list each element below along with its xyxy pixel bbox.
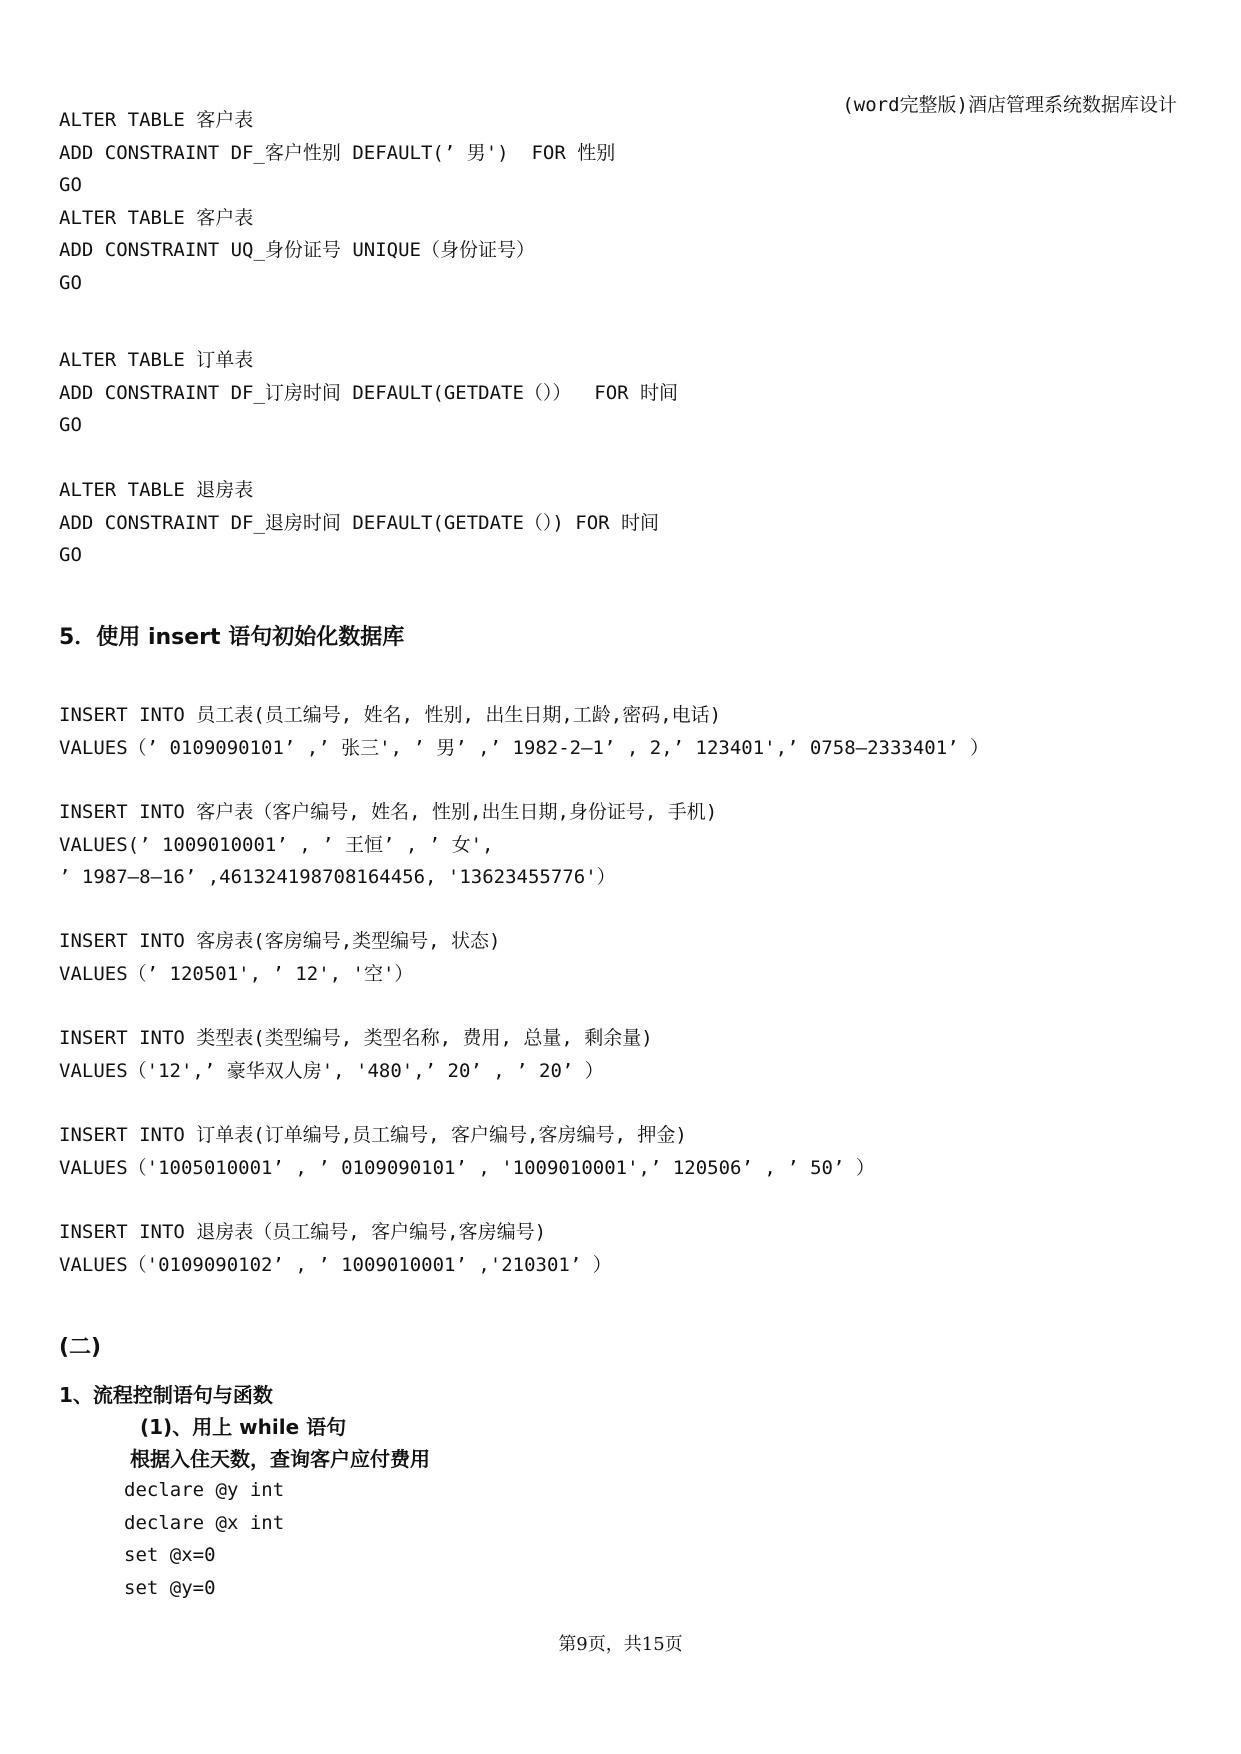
code-line: declare @x int <box>124 1511 285 1534</box>
code-line: VALUES（’ 120501', ’ 12', '空'） <box>59 962 414 985</box>
code-line: GO <box>59 544 82 566</box>
code-line: INSERT INTO 退房表（员工编号, 客户编号,客房编号) <box>59 1221 547 1243</box>
page-header-title: (word完整版)酒店管理系统数据库设计 <box>842 94 1177 116</box>
code-line: ALTER TABLE 退房表 <box>59 479 254 501</box>
constraint-code-block-3 <box>59 474 659 572</box>
code-line: ALTER TABLE 客户表 <box>59 206 254 229</box>
code-line: VALUES（'12',’ 豪华双人房', '480',’ 20’ , ’ 20’ ） <box>59 1059 604 1082</box>
constraint-code-block-1 <box>59 104 615 299</box>
code-line: GO <box>59 174 82 196</box>
code-line: GO <box>59 414 82 436</box>
code-line: VALUES（'1005010001’ , ’ 0109090101’ , '1009010001',’ 120506’ , ’ 50’ ） <box>59 1156 875 1179</box>
insert-order-block <box>59 1119 875 1184</box>
insert-room-block <box>59 925 500 990</box>
code-line: ADD CONSTRAINT DF_客户性别 DEFAULT(’ 男') FOR 性别 <box>59 141 616 164</box>
code-line: set @x=0 <box>124 1544 216 1566</box>
page-footer-number: 第9页，共15页 <box>558 1634 683 1655</box>
insert-checkout-block <box>59 1216 612 1281</box>
code-line: VALUES（’ 0109090101’ ,’ 张三', ’ 男’ ,’ 1982-2—1’ , 2,’ 123401',’ 0758—2333401’ ） <box>59 736 990 759</box>
code-line: set @y=0 <box>124 1576 216 1599</box>
while-statement-subheading: (1)、用上 while 语句 <box>140 1415 347 1439</box>
code-line: ADD CONSTRAINT DF_退房时间 DEFAULT(GETDATE（）) FOR 时间 <box>59 511 660 534</box>
code-line: ’ 1987—8—16’ ,461324198708164456, '13623455776'） <box>59 866 616 888</box>
query-fee-subheading: 根据入住天数，查询客户应付费用 <box>130 1447 430 1471</box>
code-line: declare @y int <box>124 1479 285 1501</box>
insert-type-block <box>59 1022 653 1087</box>
code-line: VALUES(’ 1009010001’ , ’ 王恒’ , ’ 女', <box>59 833 494 856</box>
code-line: VALUES（'0109090102’ , ’ 1009010001’ ,'210301’ ） <box>59 1253 612 1276</box>
code-line: ALTER TABLE 订单表 <box>59 349 254 371</box>
code-line: ADD CONSTRAINT UQ_身份证号 UNIQUE（身份证号） <box>59 239 535 261</box>
section-5-heading: 5．使用 insert 语句初始化数据库 <box>59 625 405 650</box>
code-line: INSERT INTO 员工表(员工编号, 姓名, 性别, 出生日期,工龄,密码,电话) <box>59 704 722 726</box>
code-line: INSERT INTO 客户表（客户编号, 姓名, 性别,出生日期,身份证号, 手机) <box>59 801 718 823</box>
code-line: INSERT INTO 订单表(订单编号,员工编号, 客户编号,客房编号, 押金) <box>59 1124 687 1146</box>
code-line: INSERT INTO 客房表(客房编号,类型编号, 状态) <box>59 930 501 952</box>
flow-control-subheading: 1、流程控制语句与函数 <box>59 1383 273 1407</box>
part-2-heading: (二) <box>59 1335 102 1360</box>
code-line: ALTER TABLE 客户表 <box>59 109 254 131</box>
code-line: INSERT INTO 类型表(类型编号, 类型名称, 费用, 总量, 剩余量) <box>59 1027 653 1049</box>
insert-customer-block <box>59 796 717 894</box>
while-code-block <box>124 1474 284 1604</box>
insert-employee-block <box>59 699 989 764</box>
constraint-code-block-2 <box>59 344 678 442</box>
code-line: ADD CONSTRAINT DF_订房时间 DEFAULT(GETDATE（）） FOR 时间 <box>59 381 679 404</box>
code-line: GO <box>59 271 82 294</box>
